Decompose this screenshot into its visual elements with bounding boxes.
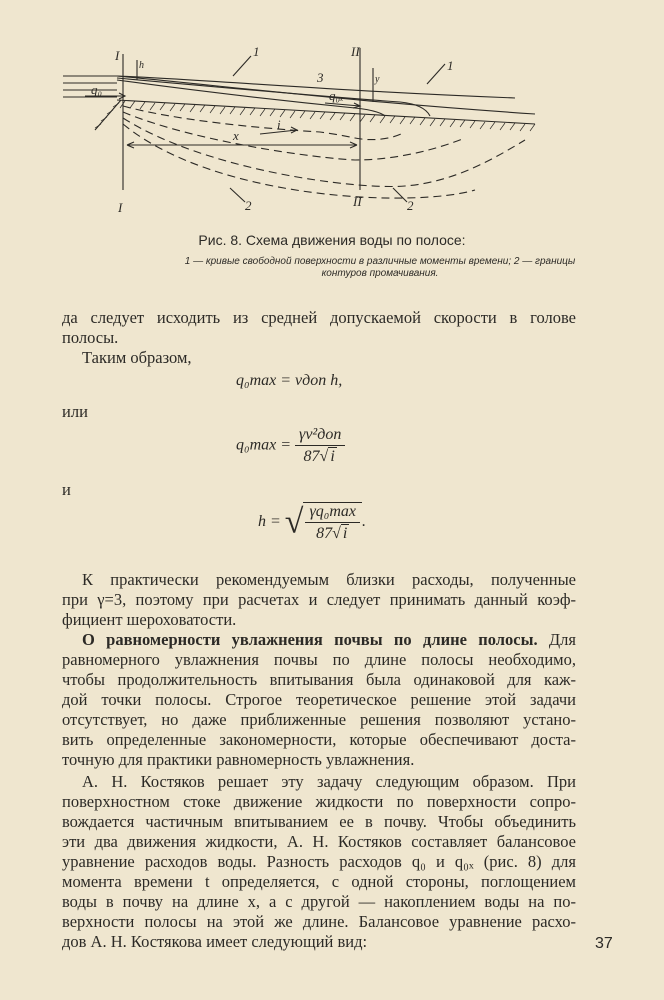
fraction-denominator: 87√ i — [316, 525, 348, 542]
text-line: вить определенные закономерности, которые обеспечивают доста- — [62, 730, 576, 749]
label-i: i — [277, 117, 281, 132]
text-line: уравнение расходов воды. Разность расходов q₀ и q₀ₓ (рис. 8) для — [62, 852, 576, 871]
fraction-denominator: 87√ i — [303, 448, 335, 465]
leader-1a — [233, 56, 251, 76]
text-line: при γ=3, поэтому при расчетах и следует принимать данный коэф- — [62, 590, 576, 609]
free-surface-curve-1 — [117, 76, 515, 98]
coef: 87 — [316, 525, 333, 542]
label-h: h — [139, 60, 144, 71]
fraction-numerator: γv²доп — [295, 426, 345, 446]
text-line: воды в почву на длине x, а с другой — накоплением воды на по- — [62, 892, 576, 911]
leader-2a — [230, 188, 245, 202]
formula-q0max-vdop: q₀max = vдоп h, — [236, 372, 343, 389]
text-line: момента времени t определяется, с одной стороны, поглощением — [62, 872, 576, 891]
text-line: чтобы продолжительность впитывания была одинаковой для каж- — [62, 670, 576, 689]
wetting-contour — [123, 124, 475, 198]
text-line: А. Н. Костяков решает эту задачу следующим образом. При — [82, 772, 576, 791]
coef: 87 — [303, 448, 320, 465]
label-section-I-top: I — [115, 48, 120, 63]
caption-legend-line: контуров промачивания. — [321, 268, 439, 279]
label-x: x — [233, 128, 239, 143]
text-line: или — [62, 402, 88, 421]
text-line: поверхностном стоке движение жидкости по поверхности сопро- — [62, 792, 576, 811]
label-y: y — [375, 74, 380, 85]
text-line: отсутствует, но даже приближенные решения позволяют устано- — [62, 710, 576, 729]
text-line: Таким образом, — [82, 348, 192, 367]
formula-tail: . — [362, 513, 366, 531]
label-section-I-bottom: I — [118, 200, 123, 215]
text-line: вождается частичным впитыванием ее в почву. Чтобы объединить — [62, 812, 576, 831]
leader-2b — [393, 188, 407, 202]
text-line: точную для практики равномерность увлажнения. — [62, 750, 415, 769]
text-line: и — [62, 480, 71, 499]
formula-q0max-fraction — [236, 426, 345, 466]
root: i — [342, 525, 348, 542]
root: i — [330, 448, 335, 465]
text-line: равномерного увлажнения почвы по длине полосы необходимо, — [62, 650, 576, 669]
free-surface-curve-3 — [117, 78, 430, 116]
label-section-II-top: II — [351, 44, 360, 59]
water-flow-diagram — [55, 40, 575, 220]
text-line: дой точки полосы. Строгое теоретическое решение этой задачи — [62, 690, 576, 709]
text-line — [82, 630, 576, 650]
label-q0: q₀ — [91, 82, 103, 97]
wetting-contour — [123, 106, 405, 140]
root-sign: √ — [284, 503, 304, 541]
formula-h-root — [258, 502, 366, 543]
formula-lhs: h = — [258, 513, 281, 531]
label-curve-1-b: 1 — [447, 58, 454, 73]
text-line: верхности полосы на этой же длине. Балансовое уравнение расхо- — [62, 912, 576, 931]
label-contour-2-a: 2 — [245, 198, 252, 213]
label-section-II-bottom: II — [353, 194, 362, 209]
label-contour-2-b: 2 — [407, 198, 414, 213]
text-line: полосы. — [62, 328, 119, 347]
text-line: дов А. Н. Костякова имеет следующий вид: — [62, 932, 368, 951]
text-line: К практически рекомендуемым близки расходы, полученные — [82, 570, 576, 589]
formula-lhs: q₀max = — [236, 436, 292, 454]
wetting-contour — [123, 118, 525, 186]
caption-legend-line: 1 — кривые свободной поверхности в различные моменты времени; 2 — границы — [184, 256, 576, 267]
text-span: Для — [548, 630, 577, 649]
text-line: эти два движения жидкости, А. Н. Костяков составляет балансовое — [62, 832, 576, 851]
label-q0x: q₀ₓ — [329, 88, 344, 103]
text-line: фициент шероховатости. — [62, 610, 237, 629]
fraction — [295, 426, 345, 466]
page-number: 37 — [595, 935, 613, 952]
leader-1b — [427, 64, 445, 84]
text-line: да следует исходить из средней допускаемой скорости в голове — [62, 308, 576, 327]
free-surface-curve-1b — [117, 76, 535, 114]
figure-caption-legend — [180, 256, 580, 280]
section-heading: О равномерности увлажнения почвы по длине полосы. — [82, 630, 538, 649]
figure-caption-title: Рис. 8. Схема движения воды по полосе: — [198, 232, 466, 248]
label-curve-1-a: 1 — [253, 44, 260, 59]
label-curve-3: 3 — [317, 70, 324, 85]
fraction-numerator: γq₀max — [305, 503, 360, 523]
fraction — [303, 502, 362, 543]
